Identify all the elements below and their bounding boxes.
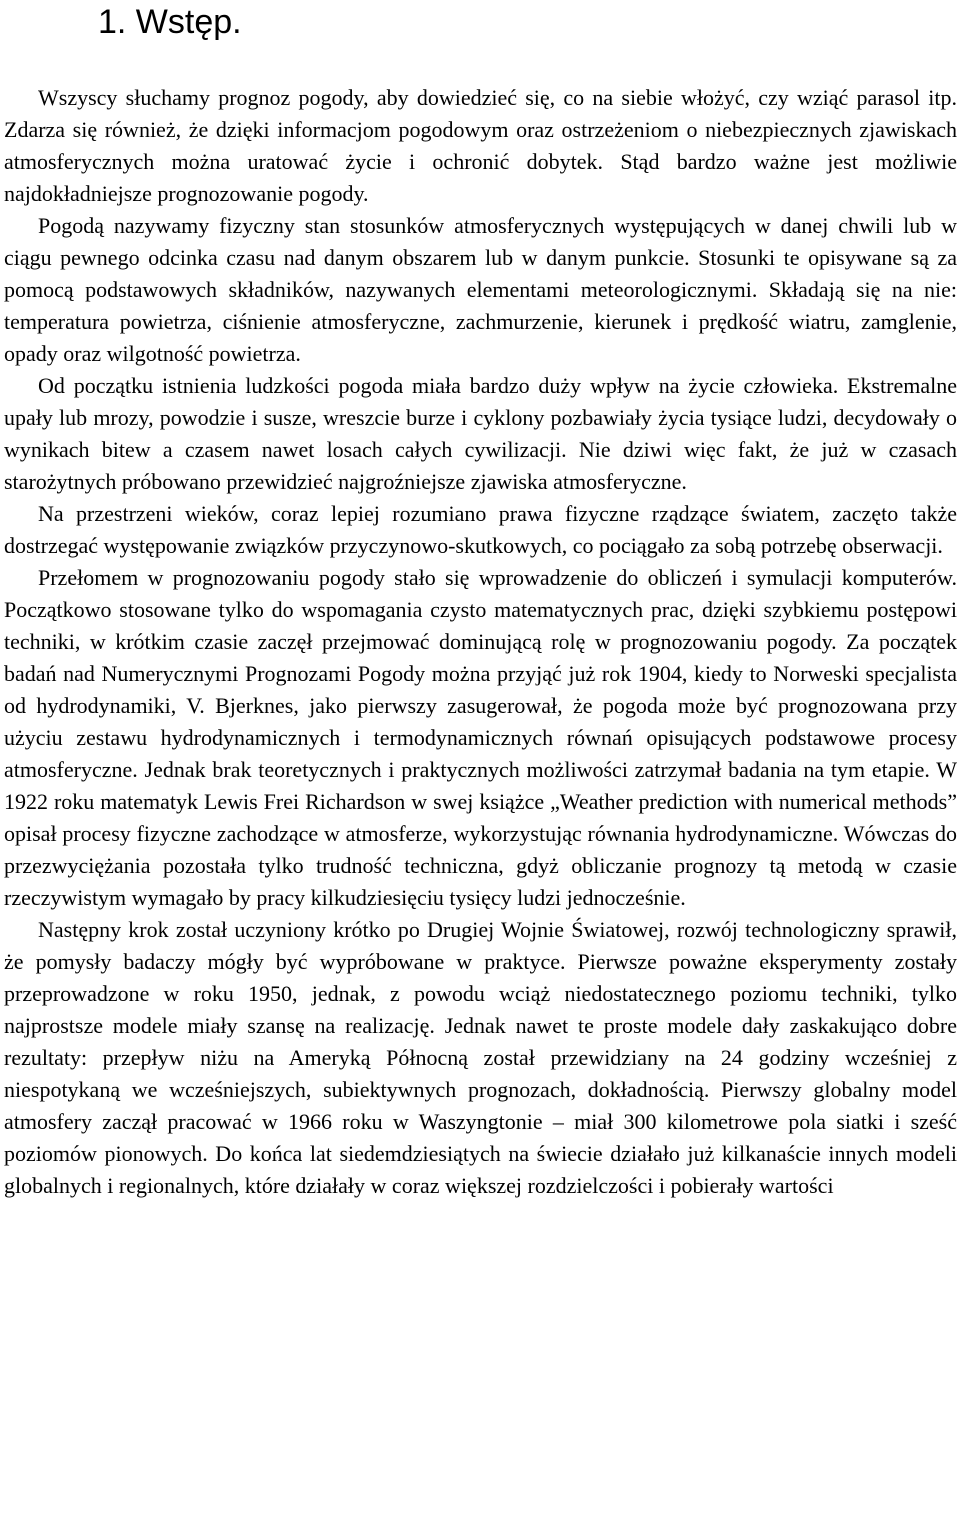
- paragraph: Na przestrzeni wieków, coraz lepiej rozumiano prawa fizyczne rządzące światem, zaczęto także dostrzegać występowanie związków przyczynowo-skutkowych, co pociągało za sobą potrzebę obserwacji.: [4, 501, 957, 558]
- paragraph: Następny krok został uczyniony krótko po Drugiej Wojnie Światowej, rozwój technologiczny sprawił, że pomysły badaczy mógły być wypróbowane w praktyce. Pierwsze poważne eksperymenty zostały przeprowadzone w roku 1950, jednak, z powodu wciąż niedostatecznego poziomu techniki, tylko najprostsze modele miały szansę na realizację. Jednak nawet te proste modele dały zaskakująco dobre rezultaty: przepływ niżu na Ameryką Północną został przewidziany na 24 godziny wcześniej z niespotykaną we wcześniejszych, subiektywnych prognozach, dokładnością. Pierwszy globalny model atmosfery zaczął pracować w 1966 roku w Waszyngtonie – miał 300 kilometrowe pola siatki i sześć poziomów pionowych. Do końca lat siedemdziesiątych na świecie działało już kilkanaście innych modeli globalnych i regionalnych, które działały w coraz większej rozdzielczości i pobierały wartości: [4, 917, 957, 1198]
- paragraph: Pogodą nazywamy fizyczny stan stosunków atmosferycznych występujących w danej chwili lub w ciągu pewnego odcinka czasu nad danym obszarem lub w danym punkcie. Stosunki te opisywane są za pomocą podstawowych składników, nazywanych elementami meteorologicznymi. Składają się na nie: temperatura powietrza, ciśnienie atmosferyczne, zachmurzenie, kierunek i prędkość wiatru, zamglenie, opady oraz wilgotność powietrza.: [4, 213, 957, 366]
- paragraph: Przełomem w prognozowaniu pogody stało się wprowadzenie do obliczeń i symulacji komputerów. Początkowo stosowane tylko do wspomagania czysto matematycznych prac, dzięki szybkiemu postępowi techniki, w krótkim czasie zaczęł przejmować dominującą rolę w prognozowaniu pogody. Za początek badań nad Numerycznymi Prognozami Pogody można przyjąć już rok 1904, kiedy to Norweski specjalista od hydrodynamiki, V. Bjerknes, jako pierwszy zasugerował, że pogoda może być prognozowana przy użyciu zestawu hydrodynamicznych i termodynamicznych równań opisujących podstawowe procesy atmosferyczne. Jednak brak teoretycznych i praktycznych możliwości zatrzymał badania na tym etapie. W 1922 roku matematyk Lewis Frei Richardson w swej książce „Weather prediction with numerical methods” opisał procesy fizyczne zachodzące w atmosferze, wykorzystując równania hydrodynamiczne. Wówczas do przezwyciężania pozostała tylko trudność techniczna, gdyż obliczanie prognozy tą metodą w czasie rzeczywistym wymagało by pracy kilkudziesięciu tysięcy ludzi jednocześnie.: [4, 565, 957, 910]
- paragraph: Wszyscy słuchamy prognoz pogody, aby dowiedzieć się, co na siebie włożyć, czy wziąć parasol itp. Zdarza się również, że dzięki informacjom pogodowym oraz ostrzeżeniom o niebezpiecznych zjawiskach atmosferycznych można uratować życie i ochronić dobytek. Stąd bardzo ważne jest możliwie najdokładniejsze prognozowanie pogody.: [4, 85, 957, 206]
- section-body: [4, 82, 957, 1202]
- section-heading: 1. Wstęp.: [98, 3, 242, 41]
- paragraph: Od początku istnienia ludzkości pogoda miała bardzo duży wpływ na życie człowieka. Ekstremalne upały lub mrozy, powodzie i susze, wreszcie burze i cyklony pozbawiały życia tysiące ludzi, decydowały o wynikach bitew a czasem nawet losach całych cywilizacji. Nie dziwi więc fakt, że już w czasach starożytnych próbowano przewidzieć najgroźniejsze zjawiska atmosferyczne.: [4, 373, 957, 494]
